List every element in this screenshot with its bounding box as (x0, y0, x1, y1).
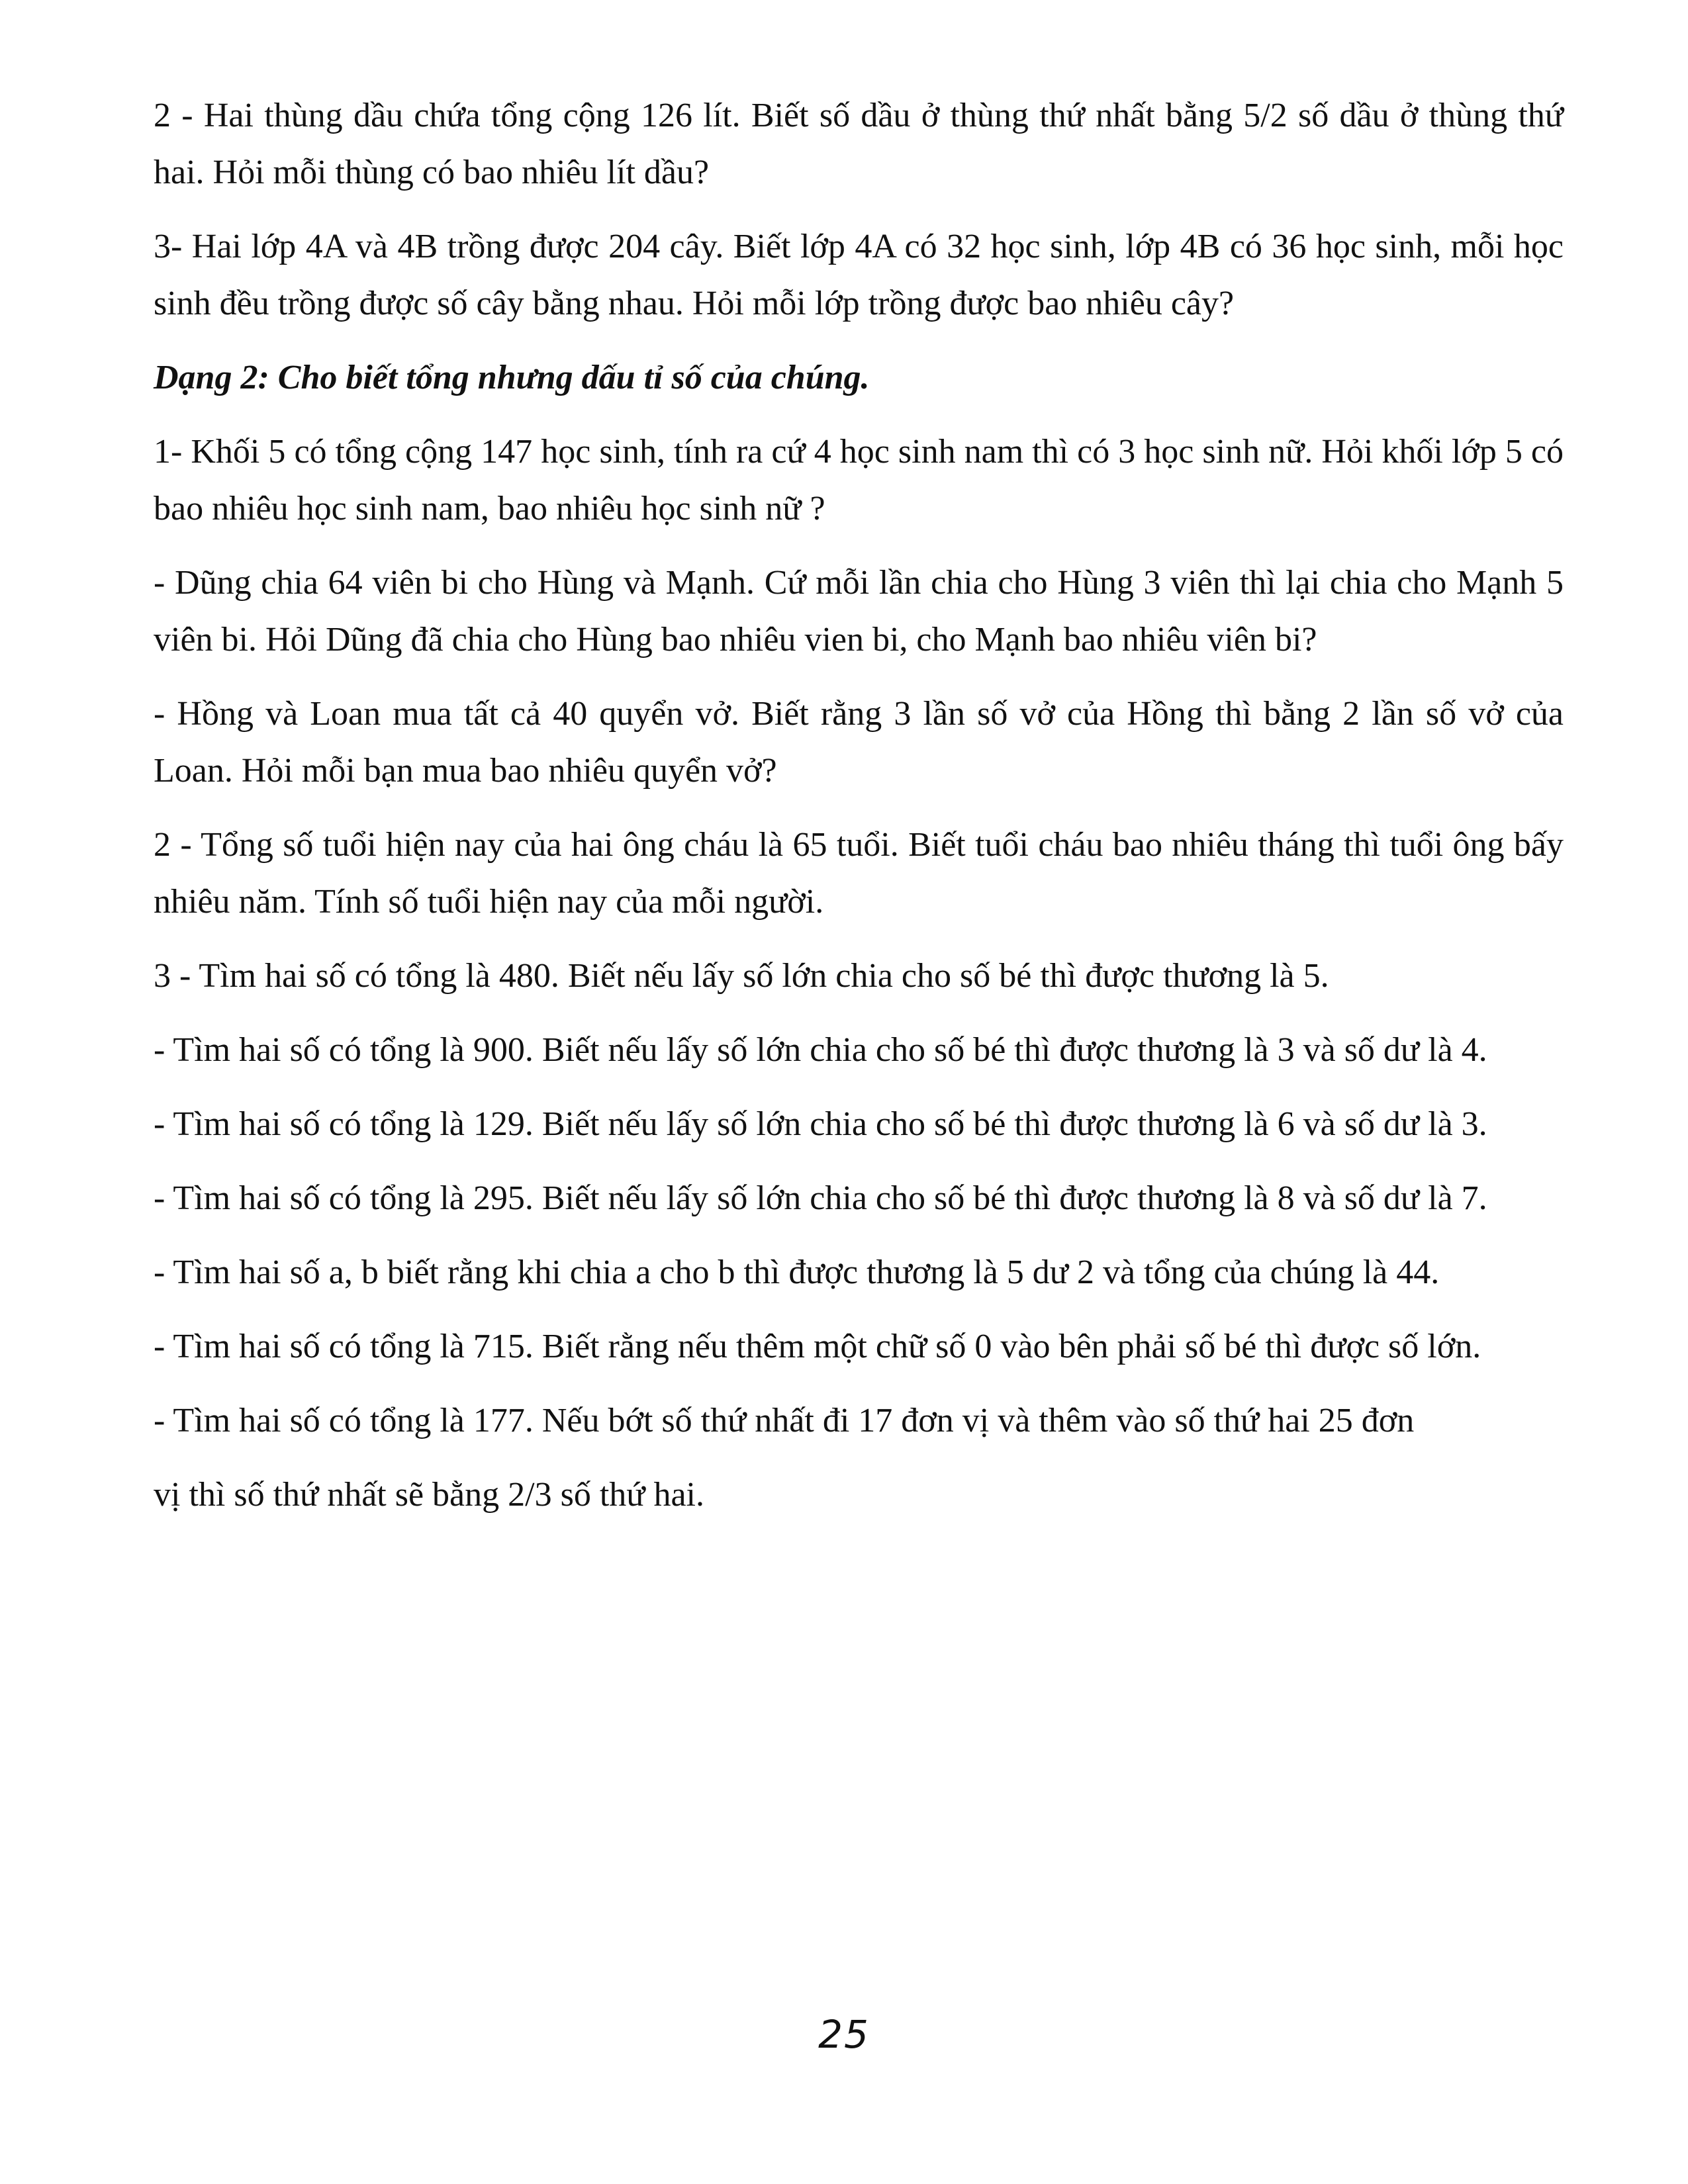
section-heading: Dạng 2: Cho biết tổng nhưng dấu tỉ số của chúng. (154, 359, 870, 396)
exercise-paragraph: 2 - Tổng số tuổi hiện nay của hai ông cháu là 65 tuổi. Biết tuổi cháu bao nhiêu tháng thì tuổi ông bấy nhiêu năm. Tính số tuổi hiện nay của mỗi người. (154, 826, 1564, 921)
exercise-paragraph: 3- Hai lớp 4A và 4B trồng được 204 cây. Biết lớp 4A có 32 học sinh, lớp 4B có 36 học sinh, mỗi học sinh đều trồng được số cây bằng nhau. Hỏi mỗi lớp trồng được bao nhiêu cây? (154, 228, 1564, 322)
exercise-paragraph: - Tìm hai số có tổng là 177. Nếu bớt số thứ nhất đi 17 đơn vị và thêm vào số thứ hai 25 đơn (154, 1402, 1415, 1439)
exercise-paragraph: - Tìm hai số a, b biết rằng khi chia a cho b thì được thương là 5 dư 2 và tổng của chúng là 44. (154, 1253, 1440, 1291)
page-number: 25 (818, 2012, 870, 2057)
exercise-paragraph: - Dũng chia 64 viên bi cho Hùng và Mạnh. Cứ mỗi lần chia cho Hùng 3 viên thì lại chia cho Mạnh 5 viên bi. Hỏi Dũng đã chia cho Hùng bao nhiêu vien bi, cho Mạnh bao nhiêu viên bi? (154, 564, 1564, 659)
exercise-paragraph: - Tìm hai số có tổng là 715. Biết rằng nếu thêm một chữ số 0 vào bên phải số bé thì được số lớn. (154, 1328, 1481, 1365)
exercise-paragraph: - Tìm hai số có tổng là 295. Biết nếu lấy số lớn chia cho số bé thì được thương là 8 và số dư là 7. (154, 1179, 1487, 1217)
exercise-paragraph: 3 - Tìm hai số có tổng là 480. Biết nếu lấy số lớn chia cho số bé thì được thương là 5. (154, 957, 1329, 995)
exercise-paragraph: 2 - Hai thùng dầu chứa tổng cộng 126 lít. Biết số dầu ở thùng thứ nhất bằng 5/2 số dầu ở thùng thứ hai. Hỏi mỗi thùng có bao nhiêu lít dầu? (154, 97, 1564, 191)
page-content (154, 87, 1564, 1541)
exercise-paragraph: - Tìm hai số có tổng là 900. Biết nếu lấy số lớn chia cho số bé thì được thương là 3 và số dư là 4. (154, 1031, 1487, 1069)
exercise-paragraph: vị thì số thứ nhất sẽ bằng 2/3 số thứ hai. (154, 1476, 704, 1514)
exercise-paragraph: 1- Khối 5 có tổng cộng 147 học sinh, tính ra cứ 4 học sinh nam thì có 3 học sinh nữ. Hỏi khối lớp 5 có bao nhiêu học sinh nam, bao nhiêu học sinh nữ ? (154, 433, 1564, 527)
exercise-paragraph: - Tìm hai số có tổng là 129. Biết nếu lấy số lớn chia cho số bé thì được thương là 6 và số dư là 3. (154, 1105, 1487, 1143)
exercise-paragraph: - Hồng và Loan mua tất cả 40 quyển vở. Biết rằng 3 lần số vở của Hồng thì bằng 2 lần số vở của Loan. Hỏi mỗi bạn mua bao nhiêu quyển vở? (154, 695, 1564, 790)
